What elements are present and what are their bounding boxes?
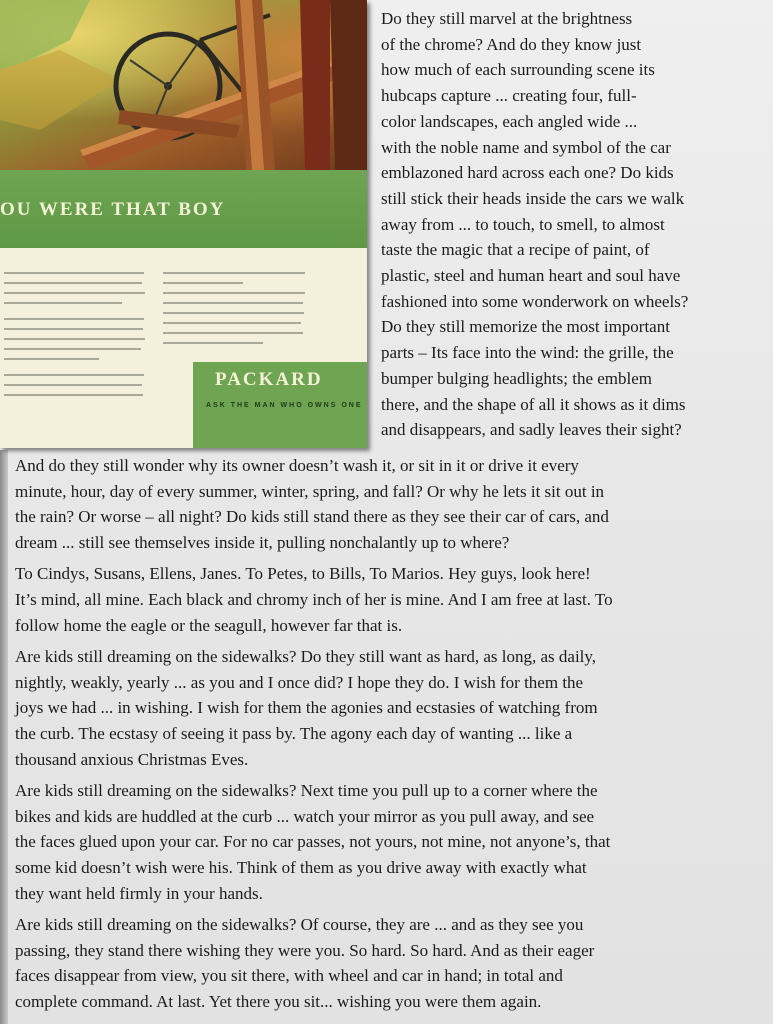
text-line: how much of each surrounding scene its <box>381 60 655 80</box>
text-line: Are kids still dreaming on the sidewalks? Next time you pull up to a corner where the <box>15 781 598 801</box>
text-line: emblazoned hard across each one? Do kids <box>381 163 674 183</box>
text-line: bikes and kids are huddled at the curb ... watch your mirror as you pull away, and see <box>15 806 595 826</box>
text-line: joys we had ... in wishing. I wish for them the agonies and ecstasies of watching from <box>15 698 598 718</box>
paragraph <box>15 453 767 555</box>
text-line: plastic, steel and human heart and soul have <box>381 266 681 286</box>
text-line: taste the magic that a recipe of paint, of <box>381 240 650 260</box>
paragraph <box>15 644 767 772</box>
packard-advertisement-image <box>0 0 367 448</box>
text-line: follow home the eagle or the seagull, however far that is. <box>15 615 403 635</box>
ad-painting <box>0 0 367 170</box>
text-line: And do they still wonder why its owner doesn’t wash it, or sit in it or drive it every <box>15 456 579 475</box>
text-line: there, and the shape of all it shows as it dims <box>381 394 686 414</box>
text-line: some kid doesn’t wish were his. Think of them as you drive away with exactly what <box>15 857 587 877</box>
ad-brand-logo: PACKARD <box>215 369 323 390</box>
page-edge-shadow <box>0 450 8 1024</box>
text-line: with the noble name and symbol of the car <box>381 137 671 157</box>
text-line: thousand anxious Christmas Eves. <box>15 749 249 769</box>
text-line: hubcaps capture ... creating four, full- <box>381 86 637 106</box>
text-line: Are kids still dreaming on the sidewalks? Do they still want as hard, as long, as daily, <box>15 647 597 667</box>
text-line: color landscapes, each angled wide ... <box>381 111 638 131</box>
text-line: the rain? Or worse – all night? Do kids still stand there as they see their car of cars, and <box>15 507 609 527</box>
paragraph <box>15 561 767 638</box>
paragraph <box>15 778 767 906</box>
text-line: minute, hour, day of every summer, winter, spring, and fall? Or why he lets it sit out in <box>15 481 605 501</box>
text-line: fashioned into some wonderwork on wheels? <box>381 291 689 311</box>
text-line: Do they still marvel at the brightness <box>381 9 633 28</box>
text-line: they want held firmly in your hands. <box>15 883 263 903</box>
text-line: Do they still memorize the most important <box>381 317 670 337</box>
text-line: To Cindys, Susans, Ellens, Janes. To Petes, to Bills, To Marios. Hey guys, look here! <box>15 564 591 584</box>
ad-headline: OU WERE THAT BOY <box>0 199 226 220</box>
text-line: faces disappear from view, you sit there, with wheel and car in hand; in total and <box>15 966 563 986</box>
text-line: and disappears, and sadly leaves their sight? <box>381 420 682 440</box>
text-line: nightly, weakly, yearly ... as you and I once did? I hope they do. I wish for them the <box>15 672 584 692</box>
bicycle-fence-illustration <box>0 0 367 170</box>
text-line: Are kids still dreaming on the sidewalks? Of course, they are ... and as they see you <box>15 915 584 935</box>
article-wrap-column <box>381 6 769 443</box>
text-line: complete command. At last. Yet there you sit... wishing you were them again. <box>15 991 542 1011</box>
text-line: still stick their heads inside the cars we walk <box>381 188 685 208</box>
article-body <box>15 453 767 1020</box>
text-line: away from ... to touch, to smell, to almost <box>381 214 665 234</box>
text-line: the curb. The ecstasy of seeing it pass by. The agony each day of wanting ... like a <box>15 723 573 743</box>
text-line: It’s mind, all mine. Each black and chromy inch of her is mine. And I am free at last. To <box>15 589 613 609</box>
text-line: bumper bulging headlights; the emblem <box>381 368 653 388</box>
text-line: parts – Its face into the wind: the grille, the <box>381 343 674 363</box>
text-line: of the chrome? And do they know just <box>381 34 642 54</box>
ad-tagline: ASK THE MAN WHO OWNS ONE <box>206 402 363 409</box>
ad-body-copy-left <box>4 272 149 402</box>
text-line: passing, they stand there wishing they were you. So hard. So hard. And as their eager <box>15 940 595 960</box>
text-line: dream ... still see themselves inside it, pulling nonchalantly up to where? <box>15 532 510 552</box>
paragraph <box>15 912 767 1014</box>
text-line: the faces glued upon your car. For no car passes, not yours, not mine, not anyone’s, that <box>15 832 611 852</box>
